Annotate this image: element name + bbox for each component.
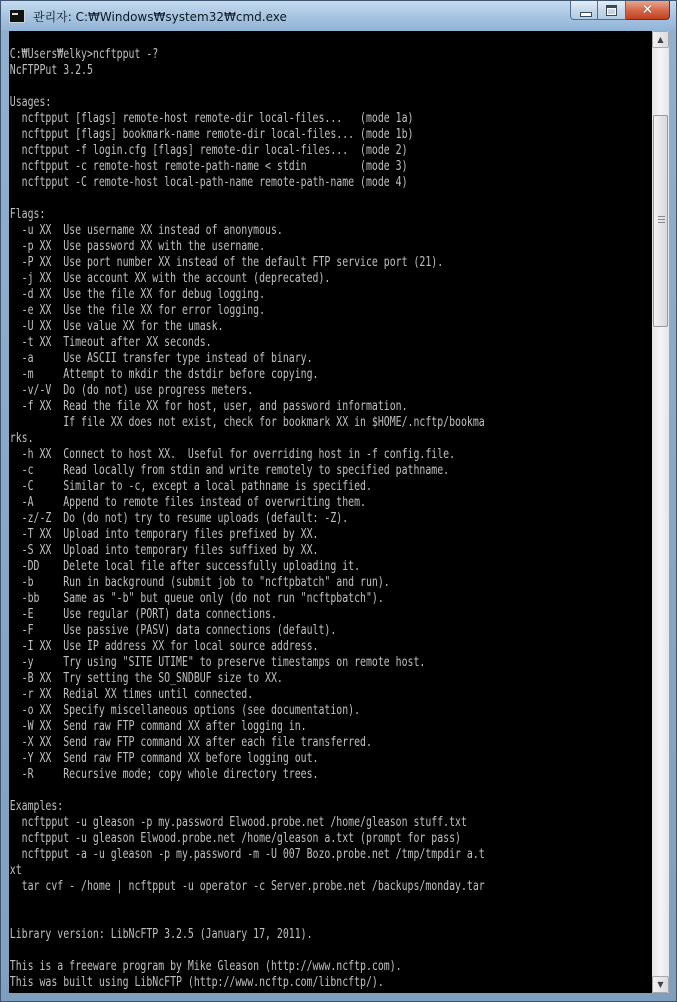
arrow-down-icon: ▼ bbox=[657, 980, 664, 989]
console-line: ncftpput [flags] remote-host remote-dir local-files... (mode 1a) bbox=[9, 111, 414, 126]
console-line: C:₩Users₩elky>ncftpput -? bbox=[9, 47, 159, 62]
console-line: -bb Same as "-b" but queue only (do not run "ncftpbatch"). bbox=[9, 591, 384, 606]
scroll-up-button[interactable] bbox=[652, 31, 669, 48]
console-line: -DD Delete local file after successfully uploading it. bbox=[9, 559, 361, 574]
cmd-icon[interactable] bbox=[9, 9, 25, 23]
console-line: -f XX Read the file XX for host, user, and password information. bbox=[9, 399, 408, 414]
console-line: -R Recursive mode; copy whole directory trees. bbox=[9, 767, 319, 782]
console-line: NcFTPPut 3.2.5 bbox=[9, 63, 93, 78]
console-line: -r XX Redial XX times until connected. bbox=[9, 687, 254, 702]
console-line: -U XX Use value XX for the umask. bbox=[9, 319, 224, 334]
minimize-button[interactable] bbox=[570, 1, 598, 20]
console-line: -X XX Send raw FTP command XX after each file transferred. bbox=[9, 735, 372, 750]
console-line: xt bbox=[9, 863, 22, 878]
console-line: -I XX Use IP address XX for local source address. bbox=[9, 639, 319, 654]
maximize-button[interactable] bbox=[598, 1, 626, 20]
console-line: Flags: bbox=[9, 207, 46, 222]
console-output[interactable] bbox=[9, 31, 652, 993]
console-line: -b Run in background (submit job to "ncftpbatch" and run). bbox=[9, 575, 390, 590]
console-line: -o XX Specify miscellaneous options (see documentation). bbox=[9, 703, 361, 718]
console-line: -p XX Use password XX with the username. bbox=[9, 239, 266, 254]
console-line: ncftpput -u gleason -p my.password Elwood.probe.net /home/gleason stuff.txt bbox=[9, 815, 467, 830]
console-line: -P XX Use port number XX instead of the default FTP service port (21). bbox=[9, 255, 444, 270]
console-line: -A Append to remote files instead of overwriting them. bbox=[9, 495, 366, 510]
console-line: This was built using LibNcFTP (http://www.ncftp.com/libncftp/). bbox=[9, 975, 384, 990]
console-text bbox=[9, 31, 501, 991]
console-line: -t XX Timeout after XX seconds. bbox=[9, 335, 212, 350]
console-line: -d XX Use the file XX for debug logging. bbox=[9, 287, 266, 302]
console-line: -c Read locally from stdin and write remotely to specified pathname. bbox=[9, 463, 450, 478]
minimize-icon bbox=[580, 12, 592, 17]
console-line: ncftpput -a -u gleason -p my.password -m -U 007 Bozo.probe.net /tmp/tmpdir a.t bbox=[9, 847, 485, 862]
scroll-thumb[interactable] bbox=[653, 115, 668, 327]
console-line: ncftpput -c remote-host remote-path-name < stdin (mode 3) bbox=[9, 159, 408, 174]
console-line: -j XX Use account XX with the account (deprecated). bbox=[9, 271, 331, 286]
console-line: -a Use ASCII transfer type instead of binary. bbox=[9, 351, 313, 366]
console-line: -m Attempt to mkdir the dstdir before copying. bbox=[9, 367, 319, 382]
console-line: -u XX Use username XX instead of anonymous. bbox=[9, 223, 283, 238]
console-line: -B XX Try setting the SO_SNDBUF size to XX. bbox=[9, 671, 283, 686]
console-line: -Y XX Send raw FTP command XX before logging out. bbox=[9, 751, 319, 766]
console-line: If file XX does not exist, check for bookmark XX in $HOME/.ncftp/bookma bbox=[9, 415, 485, 430]
console-line: -z/-Z Do (do not) try to resume uploads (default: -Z). bbox=[9, 511, 349, 526]
console-line: Examples: bbox=[9, 799, 64, 814]
window-title: 관리자: C:₩Windows₩system32₩cmd.exe bbox=[33, 10, 287, 24]
console-line: -C Similar to -c, except a local pathname is specified. bbox=[9, 479, 372, 494]
console-line: ncftpput -u gleason Elwood.probe.net /home/gleason a.txt (prompt for pass) bbox=[9, 831, 461, 846]
console-line: Library version: LibNcFTP 3.2.5 (January 17, 2011). bbox=[9, 927, 313, 942]
arrow-up-icon: ▲ bbox=[657, 35, 664, 44]
console-line: ncftpput [flags] bookmark-name remote-dir local-files... (mode 1b) bbox=[9, 127, 414, 142]
console-line: -e XX Use the file XX for error logging. bbox=[9, 303, 266, 318]
console-line: -S XX Upload into temporary files suffixed by XX. bbox=[9, 543, 319, 558]
console-line: -v/-V Do (do not) use progress meters. bbox=[9, 383, 254, 398]
vertical-scrollbar[interactable] bbox=[652, 31, 669, 993]
console-line: rks. bbox=[9, 431, 34, 446]
console-line: -W XX Send raw FTP command XX after logging in. bbox=[9, 719, 307, 734]
console-line: ncftpput -C remote-host local-path-name remote-path-name (mode 4) bbox=[9, 175, 408, 190]
console-line: ncftpput -f login.cfg [flags] remote-dir local-files... (mode 2) bbox=[9, 143, 408, 158]
console-line: -h XX Connect to host XX. Useful for overriding host in -f config.file. bbox=[9, 447, 456, 462]
console-line: Usages: bbox=[9, 95, 52, 110]
title-bar[interactable] bbox=[1, 1, 676, 31]
maximize-icon bbox=[606, 5, 617, 16]
console-line: This is a freeware program by Mike Gleason (http://www.ncftp.com). bbox=[9, 959, 402, 974]
close-icon: ✕ bbox=[641, 2, 654, 18]
console-line: -E Use regular (PORT) data connections. bbox=[9, 607, 277, 622]
close-button[interactable] bbox=[626, 1, 670, 20]
caption-buttons bbox=[570, 1, 670, 21]
console-line: -T XX Upload into temporary files prefixed by XX. bbox=[9, 527, 319, 542]
scroll-down-button[interactable] bbox=[652, 976, 669, 993]
console-line: -y Try using "SITE UTIME" to preserve timestamps on remote host. bbox=[9, 655, 426, 670]
console-line: tar cvf - /home | ncftpput -u operator -c Server.probe.net /backups/monday.tar bbox=[9, 879, 485, 894]
console-line: -F Use passive (PASV) data connections (default). bbox=[9, 623, 337, 638]
